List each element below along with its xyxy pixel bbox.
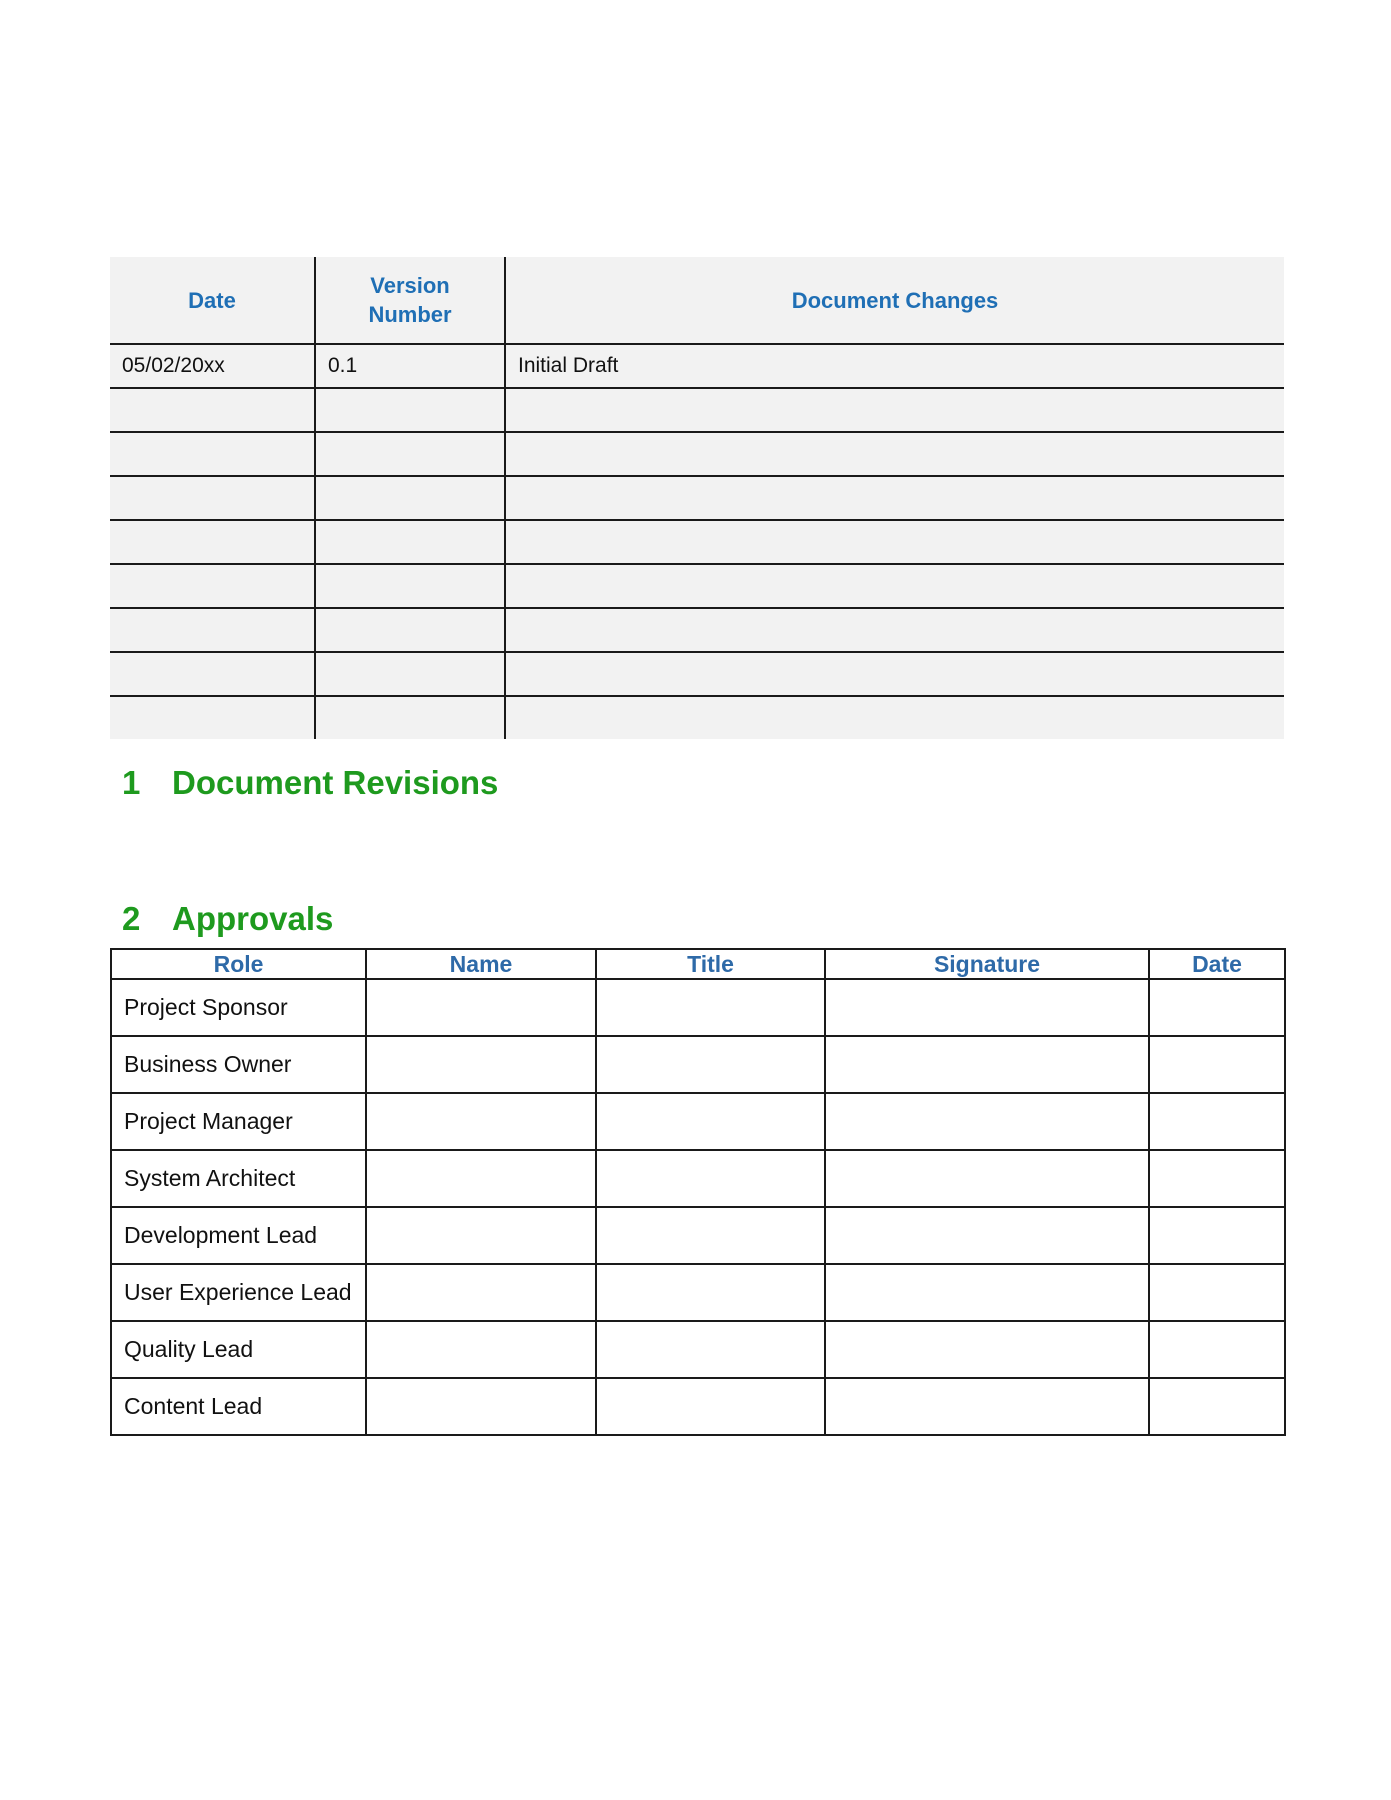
approval-signature-cell[interactable] — [825, 979, 1149, 1036]
approvals-header-name: Name — [366, 949, 596, 979]
section-heading-approvals — [122, 899, 333, 939]
revision-changes-cell[interactable] — [505, 476, 1284, 520]
revision-date-cell[interactable] — [110, 608, 315, 652]
approval-date-cell[interactable] — [1149, 1264, 1285, 1321]
approval-name-cell[interactable] — [366, 1036, 596, 1093]
approvals-header-role: Role — [111, 949, 366, 979]
approval-title-cell[interactable] — [596, 1321, 825, 1378]
approval-signature-cell[interactable] — [825, 1264, 1149, 1321]
approval-title-cell[interactable] — [596, 1093, 825, 1150]
approval-name-cell[interactable] — [366, 1093, 596, 1150]
revision-version-cell[interactable] — [315, 388, 505, 432]
approval-role-cell: Development Lead — [111, 1207, 366, 1264]
revision-row — [110, 344, 1284, 388]
revision-version-cell[interactable] — [315, 432, 505, 476]
revision-row — [110, 564, 1284, 608]
approval-role-cell: Business Owner — [111, 1036, 366, 1093]
revision-changes-cell[interactable] — [505, 652, 1284, 696]
approval-row — [111, 1036, 1285, 1093]
approval-signature-cell[interactable] — [825, 1150, 1149, 1207]
revision-changes-cell[interactable] — [505, 432, 1284, 476]
revision-row — [110, 652, 1284, 696]
approval-role-cell: System Architect — [111, 1150, 366, 1207]
approval-title-cell[interactable] — [596, 1264, 825, 1321]
revision-date-cell[interactable] — [110, 520, 315, 564]
revision-history-table — [110, 257, 1284, 739]
revision-date-cell[interactable] — [110, 696, 315, 739]
approval-name-cell[interactable] — [366, 1150, 596, 1207]
revision-row — [110, 388, 1284, 432]
approval-signature-cell[interactable] — [825, 1036, 1149, 1093]
approval-title-cell[interactable] — [596, 1207, 825, 1264]
approval-signature-cell[interactable] — [825, 1093, 1149, 1150]
approval-name-cell[interactable] — [366, 1378, 596, 1435]
approval-row — [111, 1093, 1285, 1150]
revision-date-cell[interactable] — [110, 432, 315, 476]
revision-version-cell[interactable] — [315, 520, 505, 564]
approval-signature-cell[interactable] — [825, 1378, 1149, 1435]
revision-row — [110, 520, 1284, 564]
approval-signature-cell[interactable] — [825, 1207, 1149, 1264]
approval-role-cell: User Experience Lead — [111, 1264, 366, 1321]
revision-date-cell[interactable] — [110, 564, 315, 608]
approval-name-cell[interactable] — [366, 1207, 596, 1264]
revision-changes-cell[interactable] — [505, 608, 1284, 652]
approval-role-cell: Project Manager — [111, 1093, 366, 1150]
approval-title-cell[interactable] — [596, 1378, 825, 1435]
revision-version-cell[interactable] — [315, 608, 505, 652]
section-title: Document Revisions — [172, 764, 499, 801]
approval-title-cell[interactable] — [596, 979, 825, 1036]
approval-role-cell: Content Lead — [111, 1378, 366, 1435]
approval-date-cell[interactable] — [1149, 1321, 1285, 1378]
approval-row — [111, 1378, 1285, 1435]
revision-changes-cell[interactable] — [505, 388, 1284, 432]
revision-header-version: Version Number — [315, 257, 505, 344]
approvals-table — [110, 948, 1286, 1436]
revision-changes-cell[interactable] — [505, 696, 1284, 739]
revision-changes-cell[interactable] — [505, 520, 1284, 564]
approval-title-cell[interactable] — [596, 1150, 825, 1207]
approvals-header-title: Title — [596, 949, 825, 979]
section-heading-document-revisions — [122, 763, 498, 803]
approval-name-cell[interactable] — [366, 1321, 596, 1378]
revision-row — [110, 608, 1284, 652]
revision-row — [110, 696, 1284, 739]
revision-date-cell[interactable] — [110, 476, 315, 520]
approval-row — [111, 1150, 1285, 1207]
approval-signature-cell[interactable] — [825, 1321, 1149, 1378]
approval-role-cell: Quality Lead — [111, 1321, 366, 1378]
approval-date-cell[interactable] — [1149, 1036, 1285, 1093]
approvals-header-row — [111, 949, 1285, 979]
approval-role-cell: Project Sponsor — [111, 979, 366, 1036]
revision-changes-cell[interactable]: Initial Draft — [505, 344, 1284, 388]
approval-name-cell[interactable] — [366, 979, 596, 1036]
revision-row — [110, 432, 1284, 476]
section-number: 1 — [122, 764, 141, 801]
revision-version-cell[interactable] — [315, 564, 505, 608]
approval-date-cell[interactable] — [1149, 1207, 1285, 1264]
section-number: 2 — [122, 900, 141, 937]
approval-date-cell[interactable] — [1149, 1378, 1285, 1435]
revision-date-cell[interactable] — [110, 652, 315, 696]
approval-row — [111, 1321, 1285, 1378]
approval-date-cell[interactable] — [1149, 979, 1285, 1036]
approval-row — [111, 979, 1285, 1036]
approval-date-cell[interactable] — [1149, 1093, 1285, 1150]
revision-version-cell[interactable]: 0.1 — [315, 344, 505, 388]
revision-header-changes: Document Changes — [505, 257, 1284, 344]
revision-header-row — [110, 257, 1284, 344]
revision-header-date: Date — [110, 257, 315, 344]
section-title: Approvals — [172, 900, 334, 937]
revision-date-cell[interactable]: 05/02/20xx — [110, 344, 315, 388]
revision-version-cell[interactable] — [315, 652, 505, 696]
approvals-header-date: Date — [1149, 949, 1285, 979]
approval-date-cell[interactable] — [1149, 1150, 1285, 1207]
revision-version-cell[interactable] — [315, 476, 505, 520]
revision-version-cell[interactable] — [315, 696, 505, 739]
approval-title-cell[interactable] — [596, 1036, 825, 1093]
approvals-header-signature: Signature — [825, 949, 1149, 979]
approval-row — [111, 1207, 1285, 1264]
revision-changes-cell[interactable] — [505, 564, 1284, 608]
revision-date-cell[interactable] — [110, 388, 315, 432]
approval-row — [111, 1264, 1285, 1321]
approval-name-cell[interactable] — [366, 1264, 596, 1321]
revision-row — [110, 476, 1284, 520]
